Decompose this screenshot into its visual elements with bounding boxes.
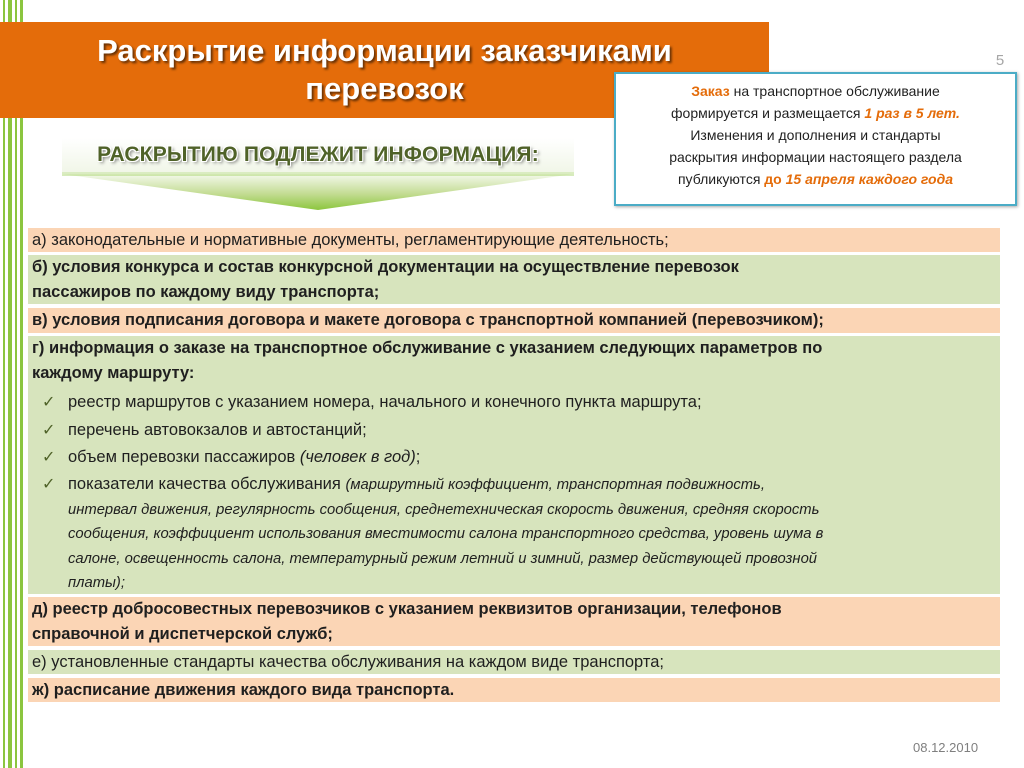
info-callout-box (614, 72, 1017, 206)
item-e-text: е) установленные стандарты качества обслуживания на каждом виде транспорта; (32, 653, 665, 671)
item-d-line-1: д) реестр добросовестных перевозчиков с указанием реквизитов организации, телефонов (32, 600, 782, 618)
item-zh (28, 678, 1000, 702)
item-b-line-2: пассажиров по каждому виду транспорта; (32, 283, 380, 301)
checkmark-icon: ✓ (42, 476, 56, 493)
item-b (28, 255, 1000, 304)
info-line-5: публикуются до 15 апреля каждого года (677, 171, 954, 187)
quality-indicators-line-3: сообщения, коэффициент использования вместимости салона транспортного средства, уровень шума в (68, 526, 824, 542)
info-line-2: формируется и размещается 1 раз в 5 лет. (671, 105, 960, 121)
list-item: ✓ реестр маршрутов с указанием номера, начального и конечного пункта маршрута; (28, 390, 1000, 415)
slide-title-line-1: Раскрытие информации заказчиками (97, 33, 672, 68)
info-line-3: Изменения и дополнения и стандарты (690, 127, 941, 143)
checkmark-icon: ✓ (42, 394, 56, 411)
checkmark-icon: ✓ (42, 449, 56, 466)
quality-indicators-line-4: салоне, освещенность салона, температурный режим летний и зимний, размер действующей провозной (68, 550, 818, 567)
subtitle-heading: РАСКРЫТИЮ ПОДЛЕЖИТ ИНФОРМАЦИЯ: (62, 138, 574, 172)
slide-date: 08.12.2010 (913, 740, 979, 755)
quality-indicators-line-1: показатели качества обслуживания (маршрутный коэффициент, транспортная подвижность, (68, 475, 765, 493)
item-a (28, 228, 1000, 252)
quality-indicators-line-2: интервал движения, регулярность сообщения, среднетехническая скорость движения, средняя скорость (68, 501, 820, 518)
list-item: ✓ объем перевозки пассажиров (человек в год); (28, 445, 1000, 470)
info-line-1: Заказ на транспортное обслуживание (691, 83, 940, 99)
list-item: ✓ перечень автовокзалов и автостанций; (28, 418, 1000, 443)
subtitle-arrow (62, 138, 574, 210)
item-d (28, 597, 1000, 646)
item-g-line-1: г) информация о заказе на транспортное обслуживание с указанием следующих параметров по (32, 339, 823, 357)
list-item (28, 472, 1000, 596)
item-v-text: в) условия подписания договора и макете договора с транспортной компанией (перевозчиком); (32, 311, 824, 329)
item-b-line-1: б) условия конкурса и состав конкурсной документации на осуществление перевозок (32, 258, 739, 276)
info-line-4: раскрытия информации настоящего раздела (669, 149, 962, 165)
page-number: 5 (995, 52, 1005, 69)
item-d-line-2: справочной и диспетчерской служб; (32, 625, 333, 643)
slide-title-line-2: перевозок (305, 71, 464, 106)
item-g-line-2: каждому маршруту: (32, 364, 195, 382)
item-e (28, 650, 1000, 674)
checkmark-icon: ✓ (42, 422, 56, 439)
item-zh-text: ж) расписание движения каждого вида транспорта. (32, 681, 455, 699)
item-v (28, 308, 1000, 333)
item-a-text: а) законодательные и нормативные документы, регламентирующие деятельность; (32, 231, 669, 249)
quality-indicators-line-5: платы); (68, 575, 125, 591)
